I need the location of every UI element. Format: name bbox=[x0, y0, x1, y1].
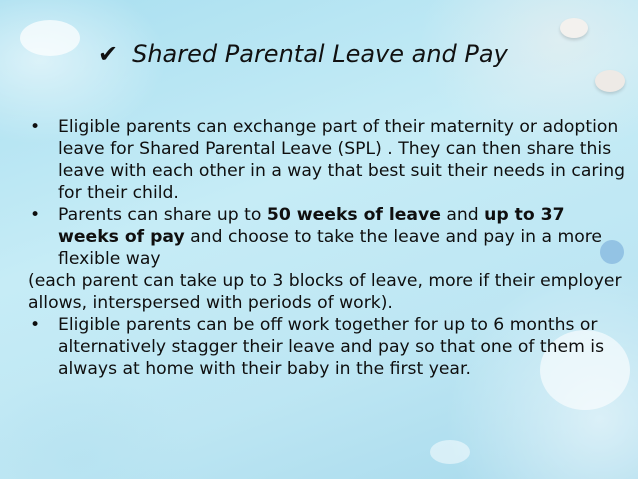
light-blob bbox=[430, 440, 470, 464]
bullet-text: and choose to take the leave and pay in a more flexible way bbox=[58, 227, 602, 269]
bold-pay-weeks: up to 37 weeks of pay bbox=[58, 205, 565, 247]
bold-leave-weeks: 50 weeks of leave bbox=[266, 205, 441, 225]
note-text: (each parent can take up to 3 blocks of leave, more if their employer allows, interspersed with periods of work). bbox=[28, 271, 622, 313]
title-text: Shared Parental Leave and Pay bbox=[132, 40, 508, 68]
sweet-decoration bbox=[595, 70, 625, 92]
checkmark-icon: ✔ bbox=[98, 40, 119, 68]
bullet-icon: • bbox=[30, 117, 41, 137]
bullet-text: Parents can share up to bbox=[58, 205, 267, 225]
bullet-icon: • bbox=[30, 205, 41, 225]
sweet-decoration bbox=[560, 18, 588, 38]
light-blob bbox=[20, 20, 80, 56]
bullet-icon: • bbox=[30, 315, 41, 335]
slide-title bbox=[98, 40, 508, 68]
slide-content bbox=[28, 116, 628, 380]
bullet-text: and bbox=[440, 205, 485, 225]
bullet-item bbox=[28, 314, 628, 380]
bullet-text: Eligible parents can exchange part of their maternity or adoption leave for Shared Parental Leave (SPL) . They can then share this leave with each other in a way that best suit their needs in caring for their child. bbox=[58, 117, 626, 203]
bullet-text: Eligible parents can be off work together for up to 6 months or alternatively stagger their leave and pay so that one of them is always at home with their baby in the first year. bbox=[58, 315, 605, 379]
bullet-item bbox=[28, 204, 628, 270]
bullet-item bbox=[28, 116, 628, 204]
